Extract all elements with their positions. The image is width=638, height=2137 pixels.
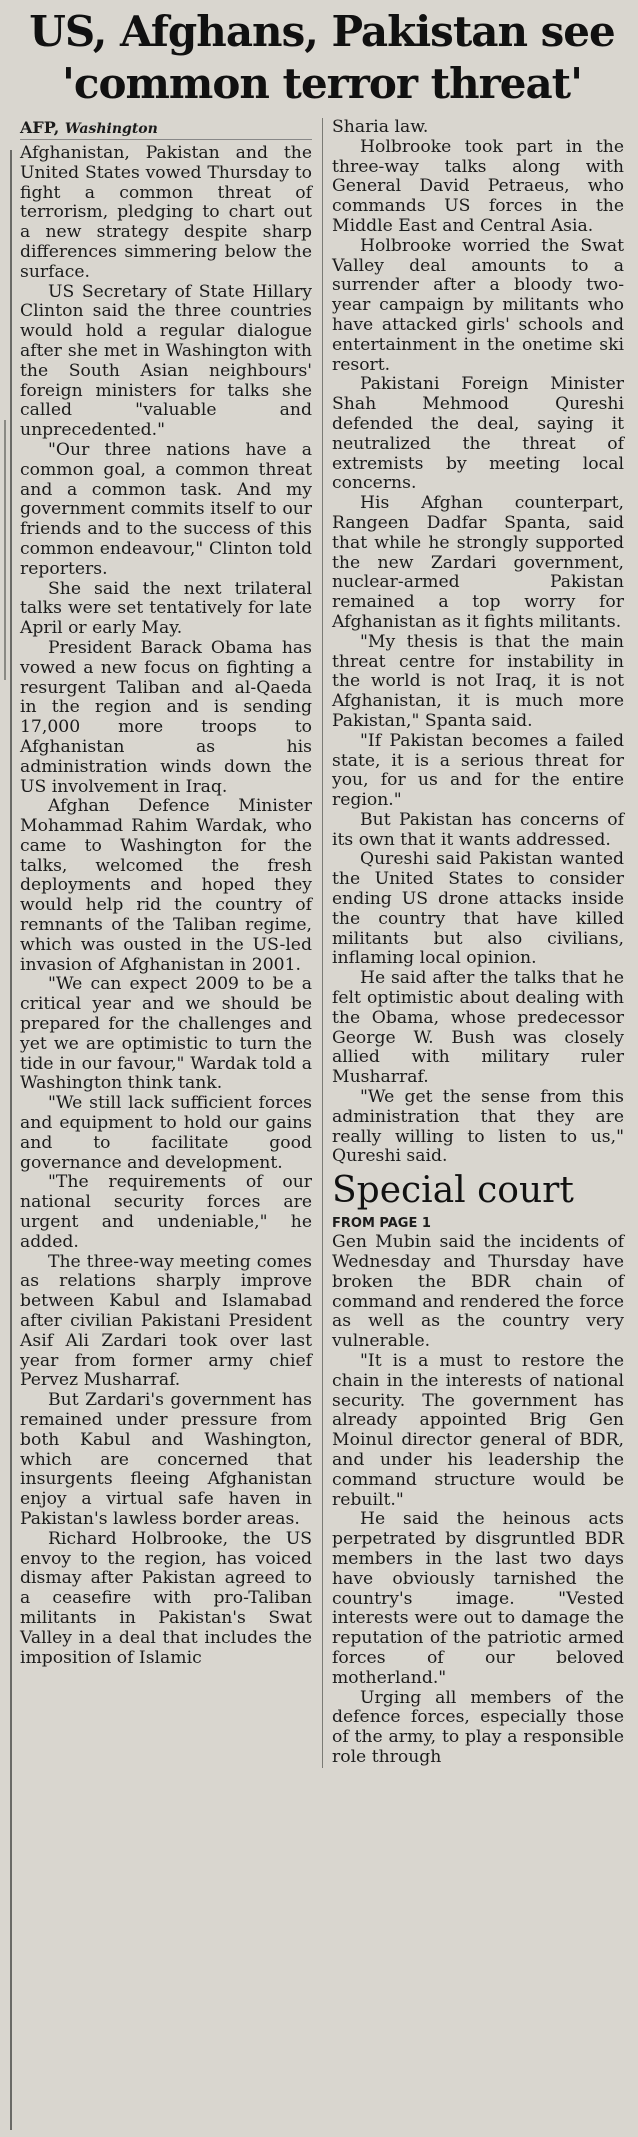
second-story-title: Special court: [332, 1170, 574, 1212]
right-column: [332, 118, 624, 1768]
right-paragraph: Holbrooke worried the Swat Valley deal amounts to a surrender after a bloody two-year campaign by militants who have attacked girls' schools and entertainment in the onetime ski resort.: [332, 235, 624, 375]
right-paragraph: But Pakistan has concerns of its own that it wants addressed.: [332, 809, 624, 850]
left-paragraph: US Secretary of State Hillary Clinton said the three countries would hold a regular dialogue after she met in Washington with the South Asian neighbours' foreign ministers for talks she called "valuable and unprecedented.": [20, 281, 312, 441]
left-paragraph: Richard Holbrooke, the US envoy to the region, has voiced dismay after Pakistan agreed to a ceasefire with pro-Taliban militants in Pakistan's Swat Valley in a deal that includes the imposition of Islamic: [20, 1528, 312, 1668]
margin-rule-secondary: [4, 420, 6, 680]
left-paragraph: She said the next trilateral talks were set tentatively for late April or early May.: [20, 578, 312, 639]
byline-agency: AFP: [20, 118, 54, 137]
second-story-paragraph: "It is a must to restore the chain in the interests of national security. The government has already appointed Brig Gen Moinul director general of BDR, and under his leadership the command structure would be rebuilt.": [332, 1351, 624, 1510]
left-paragraph: Afghan Defence Minister Mohammad Rahim Wardak, who came to Washington for the talks, welcomed the fresh deployments and hoped they would help rid the country of remnants of the Taliban regime, which was ousted in the US-led invasion of Afghanistan in 2001.: [20, 796, 312, 975]
second-story-kicker: FROM PAGE 1: [332, 1216, 431, 1232]
left-paragraph: "We still lack sufficient forces and equipment to hold our gains and to facilitate good governance and development.: [20, 1093, 312, 1173]
left-paragraph: "We can expect 2009 to be a critical year and we should be prepared for the challenges and yet we are optimistic to turn the tide in our favour," Wardak told a Washington think tank.: [20, 974, 312, 1094]
second-story-paragraph: Gen Mubin said the incidents of Wednesday and Thursday have broken the BDR chain of command and rendered the force as well as the country very vulnerable.: [332, 1232, 624, 1352]
headline: US, Afghans, Pakistan see 'common terror threat': [29, 7, 615, 108]
left-paragraph: Afghanistan, Pakistan and the United States vowed Thursday to fight a common threat of terrorism, pledging to chart out a new strategy despite sharp differences simmering below the surface.: [20, 143, 312, 282]
right-paragraph: Qureshi said Pakistan wanted the United States to consider ending US drone attacks inside the country that have killed militants but also civilians, inflaming local opinion.: [332, 849, 624, 969]
second-story-paragraph: He said the heinous acts perpetrated by disgruntled BDR members in the last two days have obviously tarnished the country's image. "Vested interests were out to damage the reputation of the patriotic armed forces of our beloved motherland.": [332, 1509, 624, 1688]
margin-rule: [10, 150, 12, 2130]
right-paragraph: "We get the sense from this administration that they are really willing to listen to us," Qureshi said.: [332, 1087, 624, 1167]
left-column: [20, 118, 312, 1768]
right-paragraph: "My thesis is that the main threat centre for instability in the world is not Iraq, it is not Afghanistan, it is much more Pakistan," Spanta said.: [332, 631, 624, 731]
right-paragraph: "If Pakistan becomes a failed state, it is a serious threat for you, for us and for the entire region.": [332, 730, 624, 811]
right-continuation: Sharia law.: [332, 117, 429, 137]
second-story-paragraph: Urging all members of the defence forces, especially those of the army, to play a responsible role through: [332, 1687, 624, 1767]
left-paragraph: But Zardari's government has remained under pressure from both Kabul and Washington, which are concerned that insurgents fleeing Afghanistan enjoy a virtual safe haven in Pakistan's lawless border areas.: [20, 1390, 312, 1529]
column-divider: [322, 118, 323, 1768]
right-paragraph: His Afghan counterpart, Rangeen Dadfar Spanta, said that while he strongly supported the new Zardari government, nuclear-armed Pakistan remained a top worry for Afghanistan as it fights militants.: [332, 493, 624, 632]
byline: AFP, Washington: [20, 118, 312, 140]
article-columns: [20, 118, 624, 1768]
right-paragraph: Pakistani Foreign Minister Shah Mehmood Qureshi defended the deal, saying it neutralized the threat of extremists by meeting local concerns.: [332, 374, 624, 494]
left-paragraph: The three-way meeting comes as relations sharply improve between Kabul and Islamabad after civilian Pakistani President Asif Ali Zardari took over last year from former army chief Pervez Musharraf.: [20, 1251, 312, 1391]
byline-city: Washington: [64, 121, 158, 137]
left-paragraph: "The requirements of our national security forces are urgent and undeniable," he added.: [20, 1172, 312, 1252]
right-paragraph: Holbrooke took part in the three-way talks along with General David Petraeus, who commands US forces in the Middle East and Central Asia.: [332, 136, 624, 236]
right-paragraph: He said after the talks that he felt optimistic about dealing with the Obama, whose predecessor George W. Bush was closely allied with military ruler Musharraf.: [332, 968, 624, 1088]
left-paragraph: "Our three nations have a common goal, a common threat and a common task. And my government commits itself to our friends and to the success of this common endeavour," Clinton told reporters.: [20, 439, 312, 579]
left-paragraph: President Barack Obama has vowed a new focus on fighting a resurgent Taliban and al-Qaeda in the region and is sending 17,000 more troops to Afghanistan as his administration winds down the US involvement in Iraq.: [20, 637, 312, 797]
